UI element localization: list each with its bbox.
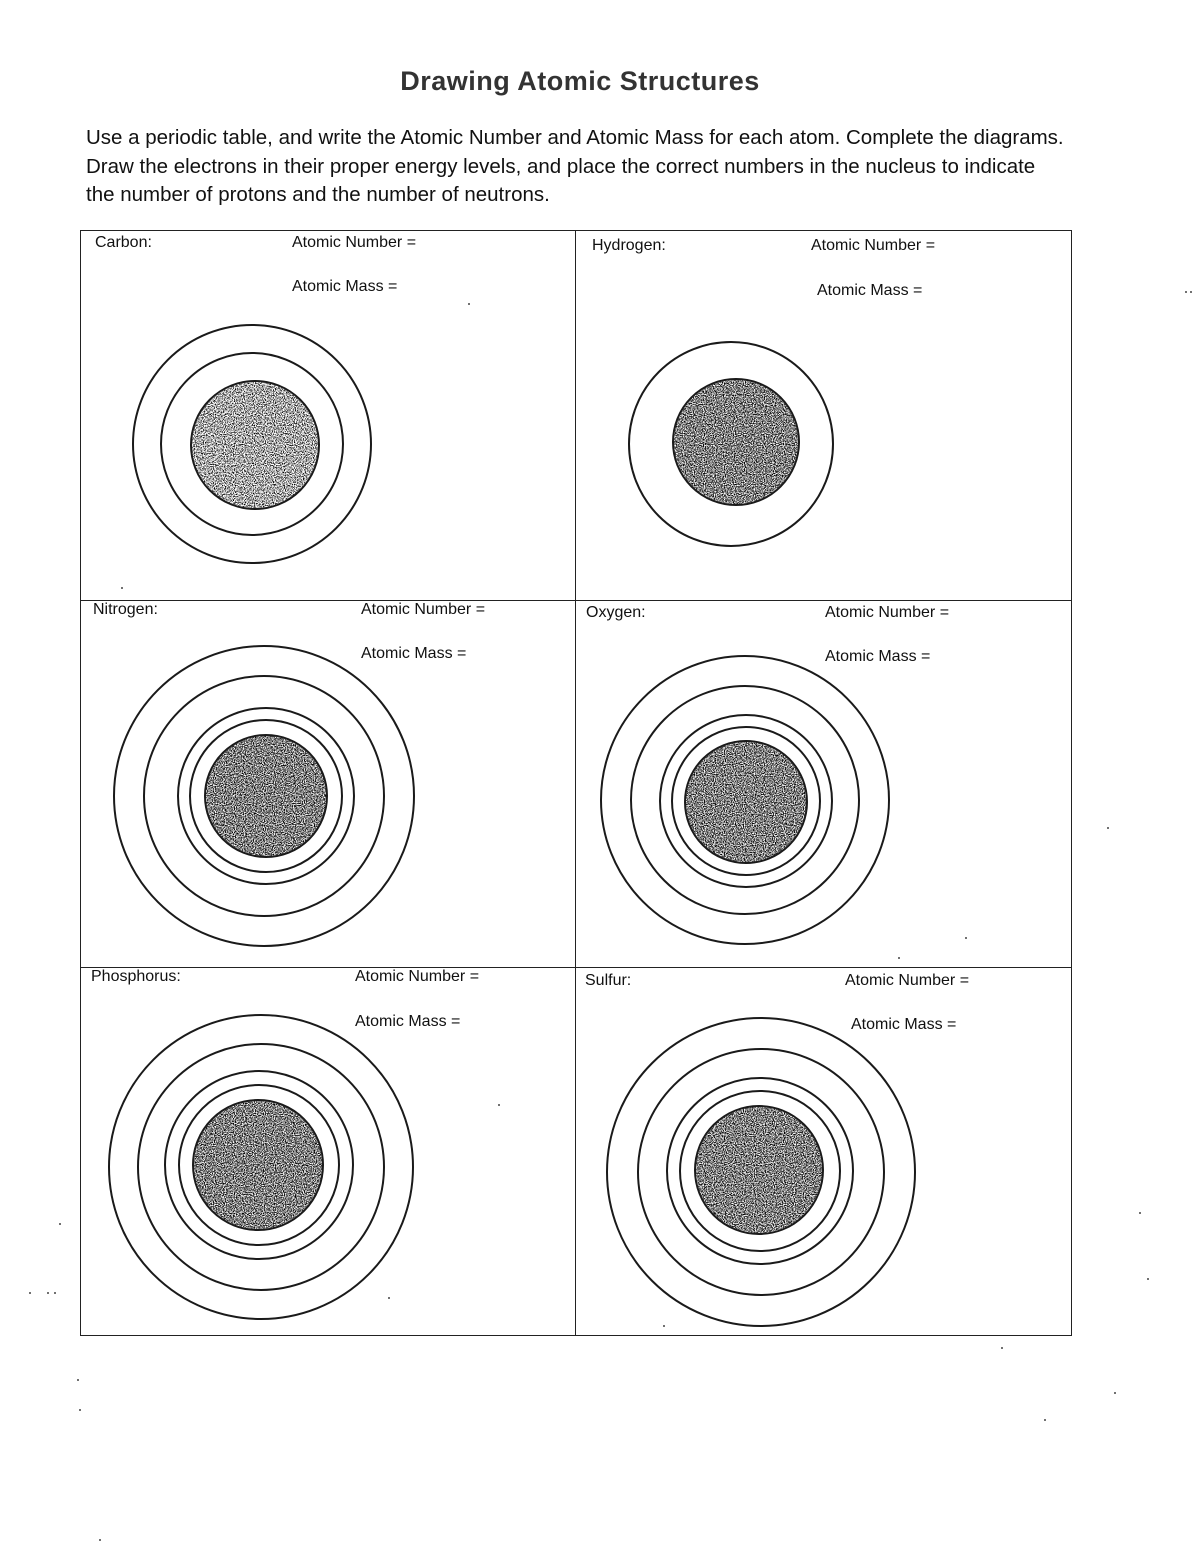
atom-name-nitrogen: Nitrogen: [93, 601, 158, 618]
nucleus-stipple [686, 742, 806, 862]
atomic-number-label-carbon: Atomic Number = [292, 234, 417, 251]
atomic-number-label-sulfur: Atomic Number = [845, 972, 970, 989]
atom-name-hydrogen: Hydrogen: [592, 237, 666, 254]
nucleus-stipple [192, 382, 318, 508]
atomic-number-label-oxygen: Atomic Number = [825, 604, 950, 621]
atomic-mass-label-hydrogen: Atomic Mass = [817, 282, 923, 299]
nucleus-stipple [206, 736, 326, 856]
atomic-number-label-phosphorus: Atomic Number = [355, 968, 480, 985]
atomic-mass-label-oxygen: Atomic Mass = [825, 648, 931, 665]
atom-name-phosphorus: Phosphorus: [91, 968, 181, 985]
atomic-mass-label-phosphorus: Atomic Mass = [355, 1013, 461, 1030]
atomic-number-label-hydrogen: Atomic Number = [811, 237, 936, 254]
instructions-text: Use a periodic table, and write the Atomic Number and Atomic Mass for each atom. Complete the diagrams. Draw the electrons in their proper energy levels, and place the correct numbers in the nucleus to indicate the number of protons and the number of neutrons. [86, 126, 1064, 206]
nucleus-stipple [194, 1101, 322, 1229]
atom-name-carbon: Carbon: [95, 234, 152, 251]
atom-name-oxygen: Oxygen: [586, 604, 646, 621]
page-title: Drawing Atomic Structures [400, 66, 760, 96]
atomic-mass-label-sulfur: Atomic Mass = [851, 1016, 957, 1033]
atomic-number-label-nitrogen: Atomic Number = [361, 601, 486, 618]
nucleus-stipple [674, 380, 798, 504]
atomic-mass-label-nitrogen: Atomic Mass = [361, 645, 467, 662]
nucleus-stipple [696, 1107, 822, 1233]
atomic-mass-label-carbon: Atomic Mass = [292, 278, 398, 295]
atom-name-sulfur: Sulfur: [585, 972, 632, 989]
